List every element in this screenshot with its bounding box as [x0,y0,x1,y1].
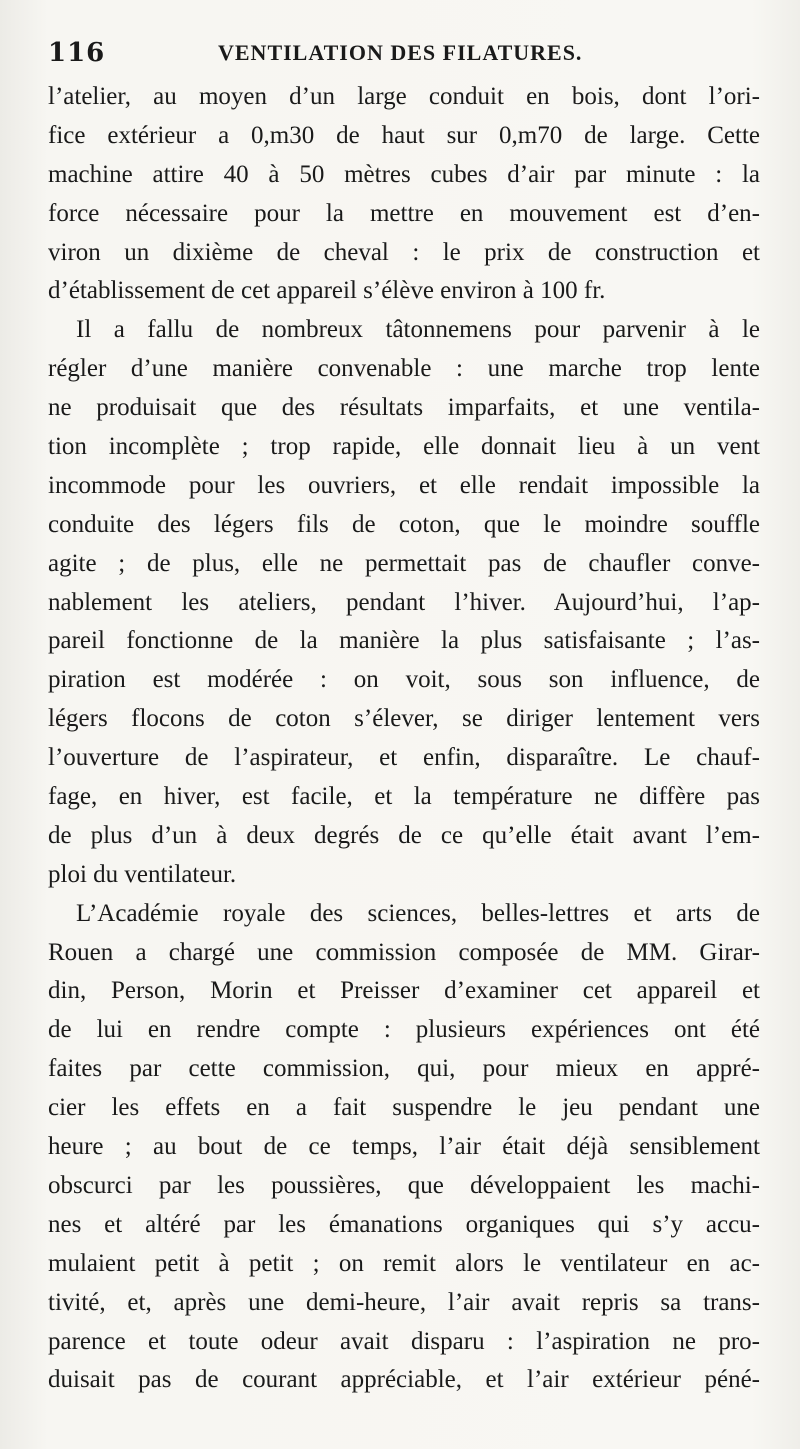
text-line: tion incomplète ; trop rapide, elle donnait lieu à un vent [48,433,760,461]
text-line: conduite des légers fils de coton, que le moindre souffle [48,510,760,538]
text-line: Rouen a chargé une commission composée de MM. Girar- [48,938,760,966]
text-line: l’atelier, au moyen d’un large conduit en bois, dont l’ori- [48,83,760,110]
text-line: pareil fonctionne de la manière la plus satisfaisante ; l’as- [48,627,760,655]
paragraph-1 [48,78,760,311]
text-line: incommode pour les ouvriers, et elle rendait impossible la [48,471,760,499]
text-line: Il a fallu de nombreux tâtonnemens pour parvenir à le [76,316,760,344]
text-line: din, Person, Morin et Preisser d’examiner cet appareil et [48,977,760,1005]
text-line: nablement les ateliers, pendant l’hiver. Aujourd’hui, l’ap- [48,588,760,616]
text-line: ploi du ventilateur. [48,860,237,888]
text-line: agite ; de plus, elle ne permettait pas de chaufler conve- [48,549,760,577]
text-line: duisait pas de courant appréciable, et l’air extérieur péné- [48,1366,760,1394]
text-line: fage, en hiver, est facile, et la température ne diffère pas [48,783,760,811]
text-line: force nécessaire pour la mettre en mouvement est d’en- [48,199,760,227]
text-line: L’Académie royale des sciences, belles-lettres et arts de [76,899,760,927]
paragraph-2 [48,311,760,894]
text-line: tivité, et, après une demi-heure, l’air avait repris sa trans- [48,1288,760,1316]
text-line: de plus d’un à deux degrés de ce qu’elle était avant l’em- [48,821,760,849]
page-header [48,38,768,78]
text-line: mulaient petit à petit ; on remit alors le ventilateur en ac- [48,1249,760,1277]
text-line: obscurci par les poussières, que développaient les machi- [48,1171,760,1199]
body-text [48,78,760,1400]
text-line: ne produisait que des résultats imparfaits, et une ventila- [48,394,760,422]
paragraph-3 [48,895,760,1401]
running-title: VENTILATION DES FILATURES. [218,40,583,65]
text-line: machine attire 40 à 50 mètres cubes d’air par minute : la [48,160,760,188]
text-line: l’ouverture de l’aspirateur, et enfin, disparaître. Le chauf- [48,744,760,772]
text-line: fice extérieur a 0,m30 de haut sur 0,m70 de large. Cette [48,121,760,149]
text-line: d’établissement de cet appareil s’élève environ à 100 fr. [48,277,606,305]
text-line: faites par cette commission, qui, pour mieux en appré- [48,1055,760,1083]
page-number: 116 [48,38,106,68]
text-line: nes et altéré par les émanations organiques qui s’y accu- [48,1210,760,1238]
text-line: piration est modérée : on voit, sous son influence, de [48,666,760,694]
text-line: de lui en rendre compte : plusieurs expériences ont été [48,1016,760,1044]
text-line: légers flocons de coton s’élever, se diriger lentement vers [48,705,760,733]
text-line: cier les effets en a fait suspendre le jeu pendant une [48,1094,760,1122]
text-line: régler d’une manière convenable : une marche trop lente [48,355,760,383]
text-line: viron un dixième de cheval : le prix de construction et [48,238,760,266]
text-line: heure ; au bout de ce temps, l’air était déjà sensiblement [48,1133,760,1161]
text-line: parence et toute odeur avait disparu : l’aspiration ne pro- [48,1327,760,1355]
